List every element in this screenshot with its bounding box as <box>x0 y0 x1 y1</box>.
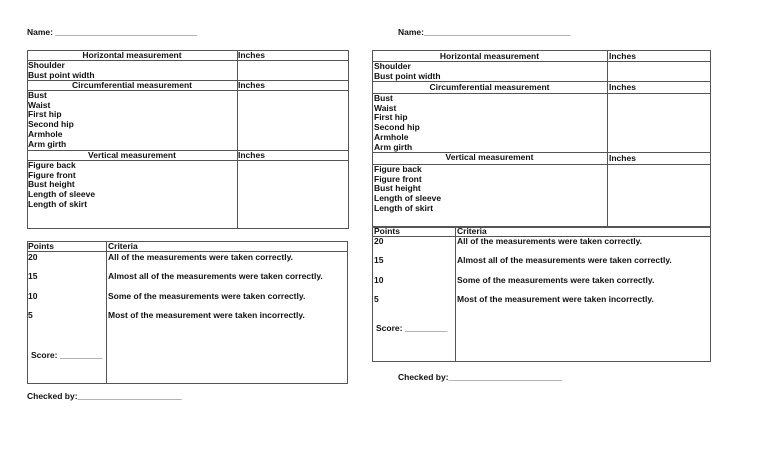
points-value: 20 <box>28 252 38 262</box>
section-header: Horizontal measurement <box>439 51 540 61</box>
measurement-label: Figure front <box>28 169 76 180</box>
measurement-label: Length of skirt <box>374 202 434 213</box>
measurement-label: Second hip <box>374 122 420 133</box>
measurement-label: Waist <box>374 102 397 113</box>
section-header: Vertical measurement <box>445 152 534 162</box>
measurement-label: First hip <box>374 112 408 123</box>
name-field[interactable]: Name: ______________________________ <box>27 27 198 37</box>
section-header: Circumferential measurement <box>72 80 192 90</box>
measurement-list <box>374 165 441 214</box>
points-value: 10 <box>28 291 38 301</box>
checked-by-field[interactable]: Checked by:______________________ <box>27 391 182 401</box>
name-field[interactable]: Name:_______________________________ <box>398 27 571 37</box>
score-field[interactable]: Score: _________ <box>376 323 448 333</box>
section-header: Circumferential measurement <box>429 82 550 92</box>
measurement-label: Bust <box>28 90 47 100</box>
measurement-label: Length of sleeve <box>28 189 96 200</box>
criteria-text: All of the measurements were taken correctly. <box>108 252 294 262</box>
points-value: 5 <box>28 310 33 320</box>
measurement-list <box>374 62 441 81</box>
criteria-text: Some of the measurements were taken correctly. <box>108 291 306 301</box>
points-value: 20 <box>374 236 384 246</box>
measurement-label: Armhole <box>374 131 409 142</box>
points-header: Points <box>374 226 400 236</box>
score-field[interactable]: Score: _________ <box>31 350 103 360</box>
measurement-label: Bust <box>374 93 393 103</box>
measurement-label: Bust point width <box>374 70 441 81</box>
measurement-label: Bust height <box>374 183 421 194</box>
unit-header: Inches <box>609 153 636 163</box>
points-value: 15 <box>28 271 38 281</box>
points-value: 15 <box>374 255 384 265</box>
measurement-label: Bust height <box>28 179 75 190</box>
unit-header: Inches <box>609 51 636 61</box>
measurement-label: Arm girth <box>28 138 67 149</box>
points-value: 10 <box>374 275 384 285</box>
measurement-label: Figure back <box>374 164 422 174</box>
criteria-text: Some of the measurements were taken correctly. <box>457 275 655 285</box>
measurement-list <box>28 61 95 80</box>
unit-header: Inches <box>238 80 265 90</box>
criteria-text: Almost all of the measurements were taken correctly. <box>457 255 672 265</box>
measurement-label: Shoulder <box>28 60 65 70</box>
measurement-label: Length of skirt <box>28 198 88 209</box>
points-header: Points <box>28 241 54 251</box>
measurement-label: Figure back <box>28 160 76 170</box>
measurement-label: Arm girth <box>374 141 413 152</box>
section-header: Vertical measurement <box>88 150 176 160</box>
measurement-list <box>28 91 74 149</box>
unit-header: Inches <box>609 82 636 92</box>
measurement-label: Waist <box>28 99 51 110</box>
criteria-text: All of the measurements were taken correctly. <box>457 236 643 246</box>
section-header: Horizontal measurement <box>82 50 182 60</box>
criteria-header: Criteria <box>457 226 487 236</box>
criteria-text: Most of the measurement were taken incorrectly. <box>457 294 654 304</box>
measurement-label: Second hip <box>28 119 74 130</box>
criteria-text: Almost all of the measurements were taken correctly. <box>108 271 323 281</box>
criteria-header: Criteria <box>108 241 138 251</box>
points-value: 5 <box>374 294 379 304</box>
criteria-text: Most of the measurement were taken incorrectly. <box>108 310 305 320</box>
measurement-list <box>374 94 420 152</box>
measurement-label: Armhole <box>28 128 63 139</box>
unit-header: Inches <box>238 150 265 160</box>
measurement-label: Figure front <box>374 173 422 184</box>
measurement-label: Shoulder <box>374 61 411 71</box>
unit-header: Inches <box>238 50 265 60</box>
measurement-label: Bust point width <box>28 69 95 80</box>
measurement-label: Length of sleeve <box>374 193 442 204</box>
measurement-list <box>28 161 95 210</box>
checked-by-field[interactable]: Checked by:________________________ <box>398 372 562 382</box>
measurement-label: First hip <box>28 109 62 120</box>
